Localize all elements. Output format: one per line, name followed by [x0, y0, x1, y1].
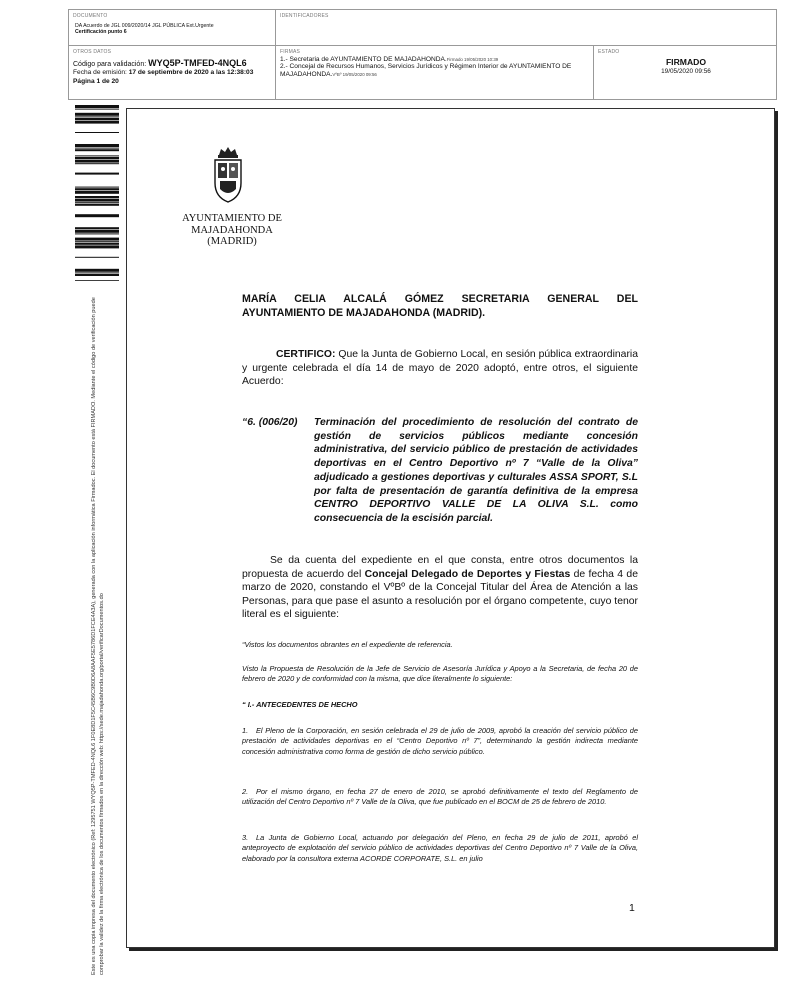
estado-label: ESTADO [598, 49, 620, 55]
coat-of-arms-icon [211, 145, 245, 205]
codigo-prefix: Código para validación: [73, 61, 147, 68]
documento-line1: DA Acuerdo de JGL 009/2020/14 JGL PÚBLICA Ext.Urgente [75, 23, 214, 29]
certifico-paragraph [242, 348, 638, 389]
vistos-line: “Vistos los documentos obrantes en el expediente de referencia. [242, 640, 453, 649]
org-name [167, 213, 297, 248]
validation-code: WYQ5P-TMFED-4NQL6 [148, 58, 247, 68]
org-line-2: MAJADAHONDA [191, 224, 273, 236]
visto-propuesta: Visto la Propuesta de Resolución de la Jefe de Servicio de Asesoría Jurídica y Apoyo a la Secretaria, de fecha 20 de febrero de 2020 y de conformidad con la misma, que dice literalmente lo siguiente: [242, 664, 638, 684]
certifico-word: CERTIFICO: [276, 349, 336, 360]
firma-1-meta: Firmado 19/05/2020 10:39 [446, 57, 499, 62]
firmas-label: FIRMAS [280, 49, 301, 55]
firma-2-meta: VºBº 19/05/2020 09:56 [332, 71, 377, 77]
body-text-bold: Concejal Delegado de Deportes y Fiestas [364, 568, 571, 580]
certifico-text: Que la Junta de Gobierno Local, en sesión pública extraordinaria y urgente celebrada el día 14 de mayo de 2020 adoptó, entre otros, el siguiente Acuerdo: [242, 349, 638, 387]
org-line-1: AYUNTAMIENTO DE [182, 213, 282, 224]
heading-line-2: AYUNTAMIENTO DE MAJADAHONDA (MADRID). [242, 307, 486, 319]
page-count: Página 1 de 20 [73, 78, 119, 85]
signature-header-table [68, 9, 777, 100]
emission-date: 17 de septiembre de 2020 a las 12:38:03 [128, 69, 254, 76]
list-item [242, 726, 638, 757]
page-number: 1 [629, 902, 635, 914]
list-item-number: 1. [242, 726, 249, 735]
list-item-text: El Pleno de la Corporación, en sesión celebrada el 29 de julio de 2009, aprobó la creación del servicio público de prestación de actividades deportivas en el “Centro Deportivo nº 7”, determinando la gestión indirecta mediante concesión administrativa como forma de gestión de dicho servicio público. [242, 726, 638, 756]
firma-2: 2.- Concejal de Recursos Humanos, Servicios Jurídicos y Régimen Interior de AYUNTAMIENTO DE MAJADAHONDA. [280, 63, 572, 78]
agenda-item-number: “6. (006/20) [242, 417, 298, 428]
estado-cell [594, 46, 776, 100]
firma-1: 1.- Secretaria de AYUNTAMIENTO DE MAJADAHONDA. [280, 56, 447, 63]
barcode-icon [75, 105, 119, 281]
document-page [126, 108, 775, 948]
org-line-3: (MADRID) [207, 236, 257, 247]
documento-label: DOCUMENTO [73, 13, 108, 19]
otros-datos-cell [69, 46, 276, 100]
identificadores-cell [276, 10, 776, 46]
agenda-item-text: Terminación del procedimiento de resolución del contrato de gestión de servicios públicos mediante concesión administrativa, del servicio público de prestación de actividades deportivas en el Centro Deportivo nº 7 “Valle de la Oliva” adjudicado a gestiones deportivas y culturales ASSA SPORT, S.L por falta de presentación de garantía definitiva de la empresa CENTRO DEPORTIVO VALLE DE LA OLIVA S.L. como consecuencia de la escisión parcial. [314, 417, 638, 524]
list-item-text: Por el mismo órgano, en fecha 27 de enero de 2010, se aprobó definitivamente el texto del Reglamento de utilización del Centro Deportivo nº 7 Valle de la Oliva, que fue publicado en el BOCM de 25 de febrero de 2010. [242, 787, 638, 807]
body-text-b: de fecha 4 de marzo de 2020, constando el VºBº de la Concejal Titular del Área de Atención a las Personas, para que pase el asunto a resolución por el órgano competente, cuyo tenor literal es el siguiente: [242, 568, 638, 620]
status-badge: FIRMADO [665, 57, 707, 67]
list-item [242, 833, 638, 864]
body-text-a: Se da cuenta del expediente en el que consta, entre otros documentos la propuesta de acuerdo del [242, 555, 638, 580]
list-item-number: 2. [242, 787, 249, 796]
expediente-paragraph [242, 554, 638, 622]
firmas-cell [276, 46, 594, 100]
heading-line-1: MARÍA CELIA ALCALÁ GÓMEZ SECRETARIA GENERAL DEL [242, 293, 638, 305]
documento-cell [69, 10, 276, 46]
antecedentes-heading: “ I.- ANTECEDENTES DE HECHO [242, 700, 358, 709]
verification-vertical-text: Este es una copia impresa del documento electrónico (Ref: 1295751 WYQ5P-TMFED-4NQL6 1F0E8D1F5C45B6C9B0D6A8AAF5E5786D1FCE4A3A), generada con la aplicación informática Firmadoc. El documento está FIRMADO. Mediante el código de verificación puede comprobar la validez de la firma electrónica de los documentos firmados en la dirección web: https://sede.majadahonda.org/portal/verificarDocumentos.do [91, 297, 105, 975]
list-item [242, 787, 638, 808]
identificadores-label: IDENTIFICADORES [280, 13, 329, 19]
page-title [242, 292, 638, 320]
otros-datos-label: OTROS DATOS [73, 49, 112, 55]
list-item-number: 3. [242, 833, 249, 842]
documento-line2: Certificación punto 6 [75, 29, 127, 35]
fecha-prefix: Fecha de emisión: [73, 69, 127, 76]
status-date: 19/05/2020 09:56 [661, 68, 711, 75]
list-item-text: La Junta de Gobierno Local, actuando por delegación del Pleno, en fecha 29 de julio de 2011, aprobó el anteproyecto de explotación del servicio público de actividades deportivas del Centro Deportivo nº 7 Valle de la Oliva, elaborado por la consultora externa ACORDE CORPORATE, S.L. en julio [242, 833, 638, 863]
